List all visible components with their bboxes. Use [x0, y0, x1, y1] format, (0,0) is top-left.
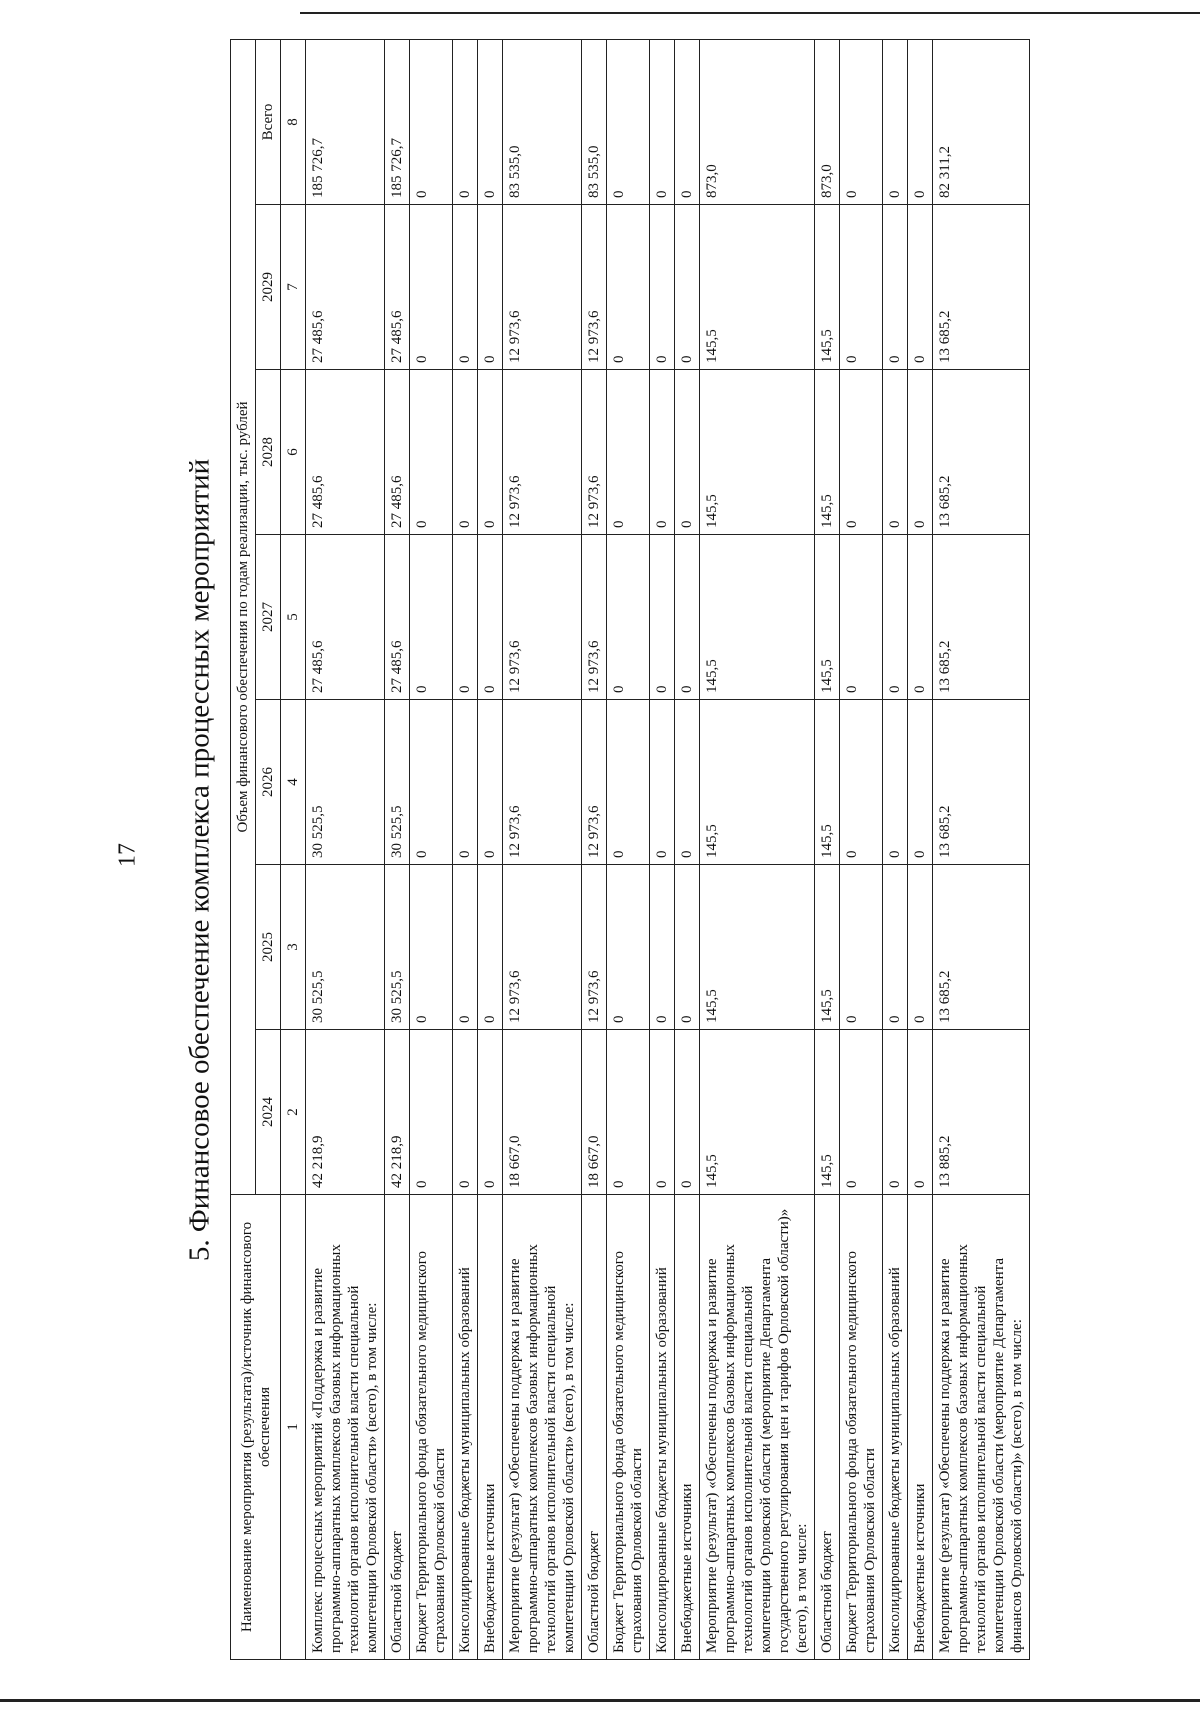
row-value: 0 — [607, 205, 650, 370]
row-value: 0 — [650, 535, 675, 700]
row-total: 0 — [453, 39, 478, 204]
row-total: 82 311,2 — [933, 39, 1030, 204]
row-value: 12 973,6 — [503, 700, 582, 865]
row-value: 0 — [478, 700, 503, 865]
row-name: Мероприятие (результат) «Обеспечены поддержка и развитие программно-аппаратных комплексов базовых информационных технологий органов исполнительной власти специальной компетенции Орловской области» (всего), в том числе: — [503, 1195, 582, 1660]
column-number: 5 — [281, 535, 306, 700]
row-value: 0 — [650, 865, 675, 1030]
row-name: Внебюджетные источники — [478, 1195, 503, 1660]
row-name: Бюджет Территориального фонда обязательного медицинского страхования Орловской области — [410, 1195, 453, 1660]
table-row — [883, 39, 908, 1659]
row-value: 30 525,5 — [306, 700, 385, 865]
row-value: 0 — [908, 865, 933, 1030]
table-row — [453, 39, 478, 1659]
row-value: 27 485,6 — [306, 535, 385, 700]
row-value: 0 — [883, 865, 908, 1030]
row-value: 0 — [410, 205, 453, 370]
row-value: 0 — [410, 865, 453, 1030]
year-header: 2024 — [256, 1030, 281, 1195]
row-total: 0 — [650, 39, 675, 204]
row-value: 0 — [453, 205, 478, 370]
row-name: Внебюджетные источники — [675, 1195, 700, 1660]
name-column-header: Наименование мероприятия (результата)/источник финансового обеспечения — [231, 1195, 281, 1660]
row-total: 0 — [607, 39, 650, 204]
row-value: 42 218,9 — [306, 1030, 385, 1195]
table-row — [840, 39, 883, 1659]
row-value: 0 — [453, 1030, 478, 1195]
row-value: 0 — [478, 205, 503, 370]
row-value: 27 485,6 — [385, 535, 410, 700]
row-value: 0 — [607, 1030, 650, 1195]
row-total: 83 535,0 — [503, 39, 582, 204]
row-value: 13 685,2 — [933, 205, 1030, 370]
financing-volume-header: Объем финансового обеспечения по годам реализации, тыс. рублей — [231, 39, 256, 1194]
row-value: 145,5 — [815, 700, 840, 865]
row-total: 185 726,7 — [306, 39, 385, 204]
row-value: 12 973,6 — [503, 205, 582, 370]
row-value: 145,5 — [815, 865, 840, 1030]
row-name: Областной бюджет — [582, 1195, 607, 1660]
row-total: 873,0 — [700, 39, 815, 204]
row-value: 0 — [840, 205, 883, 370]
row-value: 0 — [908, 700, 933, 865]
row-value: 12 973,6 — [503, 865, 582, 1030]
row-name: Мероприятие (результат) «Обеспечены поддержка и развитие программно-аппаратных комплексов базовых информационных технологий органов исполнительной власти специальной компетенции Орловской области (мероприятие Департамента финансов Орловской области)» (всего), в том числе: — [933, 1195, 1030, 1660]
row-value: 0 — [410, 700, 453, 865]
row-value: 0 — [675, 865, 700, 1030]
row-value: 12 973,6 — [503, 370, 582, 535]
column-number: 7 — [281, 205, 306, 370]
table-row — [675, 39, 700, 1659]
table-row — [306, 39, 385, 1659]
row-value: 145,5 — [815, 205, 840, 370]
row-value: 0 — [410, 535, 453, 700]
table-row — [478, 39, 503, 1659]
row-value: 0 — [883, 370, 908, 535]
table-row — [933, 39, 1030, 1659]
row-value: 0 — [908, 370, 933, 535]
row-value: 145,5 — [815, 535, 840, 700]
row-value: 145,5 — [700, 700, 815, 865]
row-value: 0 — [478, 370, 503, 535]
row-total: 83 535,0 — [582, 39, 607, 204]
scan-edge-top — [300, 12, 1200, 14]
row-name: Консолидированные бюджеты муниципальных образований — [453, 1195, 478, 1660]
row-value: 30 525,5 — [385, 865, 410, 1030]
financing-table — [230, 39, 1030, 1660]
row-value: 145,5 — [700, 1030, 815, 1195]
row-value: 0 — [453, 370, 478, 535]
column-number: 3 — [281, 865, 306, 1030]
row-value: 0 — [675, 205, 700, 370]
table-row — [503, 39, 582, 1659]
table-row — [650, 39, 675, 1659]
row-value: 0 — [840, 1030, 883, 1195]
row-value: 0 — [908, 535, 933, 700]
year-header: 2026 — [256, 700, 281, 865]
row-value: 0 — [883, 1030, 908, 1195]
row-value: 0 — [607, 865, 650, 1030]
row-value: 27 485,6 — [306, 205, 385, 370]
row-value: 0 — [650, 370, 675, 535]
column-number: 1 — [281, 1195, 306, 1660]
table-row — [385, 39, 410, 1659]
row-value: 13 885,2 — [933, 1030, 1030, 1195]
row-value: 0 — [453, 535, 478, 700]
total-header: Всего — [256, 39, 281, 204]
row-value: 0 — [840, 865, 883, 1030]
row-value: 12 973,6 — [582, 535, 607, 700]
row-value: 0 — [883, 535, 908, 700]
row-name: Мероприятие (результат) «Обеспечены поддержка и развитие программно-аппаратных комплексов базовых информационных технологий органов исполнительной власти специальной компетенции Орловской области (мероприятие Департамента государственного регулирования цен и тарифов Орловской области)» (всего), в том числе: — [700, 1195, 815, 1660]
row-value: 13 685,2 — [933, 865, 1030, 1030]
row-value: 0 — [650, 1030, 675, 1195]
row-name: Консолидированные бюджеты муниципальных образований — [883, 1195, 908, 1660]
row-total: 0 — [908, 39, 933, 204]
year-header: 2028 — [256, 370, 281, 535]
row-value: 12 973,6 — [503, 535, 582, 700]
row-name: Консолидированные бюджеты муниципальных образований — [650, 1195, 675, 1660]
table-row — [908, 39, 933, 1659]
row-value: 12 973,6 — [582, 700, 607, 865]
year-header: 2025 — [256, 865, 281, 1030]
row-value: 0 — [675, 370, 700, 535]
row-name: Комплекс процессных мероприятий «Поддержка и развитие программно-аппаратных комплексов базовых информационных технологий органов исполнительной власти специальной компетенции Орловской области» (всего), в том числе: — [306, 1195, 385, 1660]
row-total: 0 — [675, 39, 700, 204]
year-header: 2029 — [256, 205, 281, 370]
row-value: 0 — [410, 1030, 453, 1195]
table-row — [607, 39, 650, 1659]
row-value: 145,5 — [700, 205, 815, 370]
table-row — [410, 39, 453, 1659]
row-value: 0 — [478, 535, 503, 700]
row-name: Областной бюджет — [385, 1195, 410, 1660]
row-value: 27 485,6 — [385, 205, 410, 370]
scan-edge-bottom — [0, 1699, 1200, 1702]
column-number-row — [281, 39, 306, 1659]
row-value: 0 — [478, 865, 503, 1030]
row-name: Бюджет Территориального фонда обязательного медицинского страхования Орловской области — [840, 1195, 883, 1660]
row-total: 0 — [410, 39, 453, 204]
column-number: 8 — [281, 39, 306, 204]
row-value: 0 — [478, 1030, 503, 1195]
table-row — [700, 39, 815, 1659]
row-value: 0 — [840, 370, 883, 535]
column-number: 6 — [281, 370, 306, 535]
row-value: 0 — [607, 535, 650, 700]
row-value: 30 525,5 — [306, 865, 385, 1030]
table-row — [815, 39, 840, 1659]
row-value: 42 218,9 — [385, 1030, 410, 1195]
row-value: 145,5 — [700, 865, 815, 1030]
row-total: 0 — [478, 39, 503, 204]
row-value: 0 — [410, 370, 453, 535]
rotated-table-wrapper — [230, 40, 1030, 1660]
row-value: 0 — [453, 865, 478, 1030]
row-value: 30 525,5 — [385, 700, 410, 865]
row-value: 145,5 — [700, 535, 815, 700]
row-value: 145,5 — [815, 1030, 840, 1195]
row-name: Внебюджетные источники — [908, 1195, 933, 1660]
row-value: 27 485,6 — [306, 370, 385, 535]
row-value: 27 485,6 — [385, 370, 410, 535]
row-value: 18 667,0 — [582, 1030, 607, 1195]
row-name: Бюджет Территориального фонда обязательного медицинского страхования Орловской области — [607, 1195, 650, 1660]
column-number: 4 — [281, 700, 306, 865]
page-title: 5. Финансовое обеспечение комплекса процессных мероприятий — [183, 458, 216, 1262]
table-row — [582, 39, 607, 1659]
row-value: 0 — [650, 205, 675, 370]
row-value: 13 685,2 — [933, 370, 1030, 535]
row-value: 0 — [675, 700, 700, 865]
row-total: 0 — [840, 39, 883, 204]
row-value: 145,5 — [700, 370, 815, 535]
column-number: 2 — [281, 1030, 306, 1195]
row-value: 0 — [675, 1030, 700, 1195]
row-value: 12 973,6 — [582, 370, 607, 535]
row-value: 0 — [607, 700, 650, 865]
row-value: 18 667,0 — [503, 1030, 582, 1195]
row-total: 185 726,7 — [385, 39, 410, 204]
year-header: 2027 — [256, 535, 281, 700]
row-value: 0 — [883, 205, 908, 370]
row-total: 873,0 — [815, 39, 840, 204]
row-value: 12 973,6 — [582, 865, 607, 1030]
row-value: 0 — [840, 535, 883, 700]
row-value: 0 — [840, 700, 883, 865]
row-value: 0 — [675, 535, 700, 700]
row-value: 12 973,6 — [582, 205, 607, 370]
row-value: 13 685,2 — [933, 700, 1030, 865]
row-value: 0 — [607, 370, 650, 535]
row-value: 0 — [908, 205, 933, 370]
row-value: 0 — [453, 700, 478, 865]
page-number: 17 — [114, 843, 141, 867]
row-value: 13 685,2 — [933, 535, 1030, 700]
row-total: 0 — [883, 39, 908, 204]
row-value: 0 — [883, 700, 908, 865]
row-value: 0 — [908, 1030, 933, 1195]
row-value: 145,5 — [815, 370, 840, 535]
row-name: Областной бюджет — [815, 1195, 840, 1660]
row-value: 0 — [650, 700, 675, 865]
